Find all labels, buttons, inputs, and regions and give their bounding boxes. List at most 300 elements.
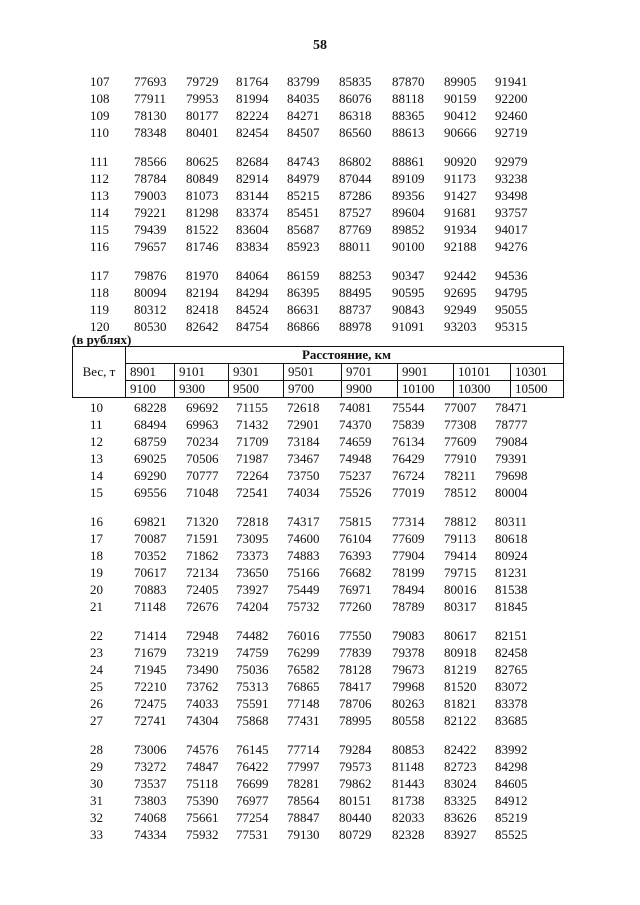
price-cell: 81148	[392, 759, 425, 774]
price-cell: 79083	[392, 628, 425, 643]
price-cell: 83927	[444, 827, 477, 842]
price-cell: 76582	[287, 662, 320, 677]
price-cell: 77997	[287, 759, 320, 774]
price-cell: 82723	[444, 759, 477, 774]
price-cell: 84754	[236, 319, 269, 334]
price-cell: 90159	[444, 91, 477, 106]
range-to-cell: 9900	[342, 381, 398, 398]
weight-cell: 33	[90, 827, 103, 842]
price-cell: 74482	[236, 628, 269, 643]
price-cell: 78566	[134, 154, 167, 169]
price-cell: 71679	[134, 645, 167, 660]
price-cell: 81821	[444, 696, 477, 711]
price-cell: 80177	[186, 108, 219, 123]
price-cell: 71591	[186, 531, 219, 546]
price-cell: 80263	[392, 696, 425, 711]
price-cell: 74847	[186, 759, 219, 774]
price-cell: 88978	[339, 319, 372, 334]
table-row	[80, 451, 550, 468]
price-cell: 68228	[134, 400, 167, 415]
price-cell: 73373	[236, 548, 269, 563]
price-cell: 73537	[134, 776, 167, 791]
price-cell: 72901	[287, 417, 320, 432]
price-cell: 75118	[186, 776, 219, 791]
price-cell: 86631	[287, 302, 320, 317]
price-cell: 87870	[392, 74, 425, 89]
price-cell: 74204	[236, 599, 269, 614]
weight-cell: 14	[90, 468, 103, 483]
price-cell: 79715	[444, 565, 477, 580]
price-cell: 89604	[392, 205, 425, 220]
price-cell: 82765	[495, 662, 528, 677]
price-cell: 77910	[444, 451, 477, 466]
price-cell: 79573	[339, 759, 372, 774]
price-cell: 80016	[444, 582, 477, 597]
price-cell: 80924	[495, 548, 528, 563]
price-cell: 80918	[444, 645, 477, 660]
price-cell: 92949	[444, 302, 477, 317]
price-cell: 91427	[444, 188, 477, 203]
weight-cell: 15	[90, 485, 103, 500]
price-cell: 76299	[287, 645, 320, 660]
price-cell: 74659	[339, 434, 372, 449]
price-cell: 85215	[287, 188, 320, 203]
weight-cell: 120	[90, 319, 110, 334]
price-cell: 92695	[444, 285, 477, 300]
price-cell: 85219	[495, 810, 528, 825]
table-row	[80, 417, 550, 434]
price-cell: 93238	[495, 171, 528, 186]
price-cell: 93757	[495, 205, 528, 220]
price-cell: 70777	[186, 468, 219, 483]
price-cell: 81520	[444, 679, 477, 694]
price-cell: 71862	[186, 548, 219, 563]
range-from-cell: 9701	[342, 364, 398, 381]
price-cell: 78281	[287, 776, 320, 791]
price-cell: 88118	[392, 91, 425, 106]
price-cell: 81845	[495, 599, 528, 614]
table-row	[80, 400, 550, 417]
price-cell: 69821	[134, 514, 167, 529]
price-cell: 82642	[186, 319, 219, 334]
price-cell: 90666	[444, 125, 477, 140]
price-cell: 83834	[236, 239, 269, 254]
price-cell: 79698	[495, 468, 528, 483]
price-cell: 71987	[236, 451, 269, 466]
price-cell: 86866	[287, 319, 320, 334]
price-cell: 74033	[186, 696, 219, 711]
weight-cell: 110	[90, 125, 110, 140]
weight-cell: 32	[90, 810, 103, 825]
price-cell: 82194	[186, 285, 219, 300]
price-cell: 79221	[134, 205, 167, 220]
price-cell: 91941	[495, 74, 528, 89]
price-cell: 73095	[236, 531, 269, 546]
price-cell: 70352	[134, 548, 167, 563]
weight-cell: 109	[90, 108, 110, 123]
price-cell: 73650	[236, 565, 269, 580]
price-cell: 78471	[495, 400, 528, 415]
table-row	[80, 108, 550, 125]
table-row	[80, 759, 550, 776]
price-cell: 76016	[287, 628, 320, 643]
price-cell: 81746	[186, 239, 219, 254]
price-cell: 77148	[287, 696, 320, 711]
price-cell: 81764	[236, 74, 269, 89]
table-row	[80, 74, 550, 91]
weight-cell: 29	[90, 759, 103, 774]
table-row	[80, 171, 550, 188]
price-cell: 80440	[339, 810, 372, 825]
weight-cell: 22	[90, 628, 103, 643]
price-cell: 74304	[186, 713, 219, 728]
price-cell: 82914	[236, 171, 269, 186]
price-cell: 89356	[392, 188, 425, 203]
price-cell: 80094	[134, 285, 167, 300]
price-cell: 77550	[339, 628, 372, 643]
weight-cell: 107	[90, 74, 110, 89]
price-cell: 72210	[134, 679, 167, 694]
price-cell: 72405	[186, 582, 219, 597]
table-row	[80, 154, 550, 171]
price-cell: 77609	[444, 434, 477, 449]
price-cell: 92200	[495, 91, 528, 106]
weight-cell: 10	[90, 400, 103, 415]
price-cell: 88011	[339, 239, 372, 254]
price-cell: 78130	[134, 108, 167, 123]
price-cell: 90595	[392, 285, 425, 300]
price-cell: 79657	[134, 239, 167, 254]
range-from-cell: 9101	[175, 364, 229, 381]
price-cell: 71148	[134, 599, 167, 614]
price-cell: 72676	[186, 599, 219, 614]
price-cell: 71432	[236, 417, 269, 432]
price-cell: 74068	[134, 810, 167, 825]
range-to-cell: 9700	[284, 381, 342, 398]
price-cell: 70087	[134, 531, 167, 546]
price-cell: 93498	[495, 188, 528, 203]
price-cell: 71945	[134, 662, 167, 677]
price-cell: 76422	[236, 759, 269, 774]
price-cell: 82454	[236, 125, 269, 140]
price-cell: 76865	[287, 679, 320, 694]
price-cell: 95055	[495, 302, 528, 317]
price-cell: 88495	[339, 285, 372, 300]
price-cell: 87527	[339, 205, 372, 220]
price-cell: 83604	[236, 222, 269, 237]
price-cell: 75313	[236, 679, 269, 694]
price-cell: 81994	[236, 91, 269, 106]
weight-cell: 18	[90, 548, 103, 563]
price-cell: 82151	[495, 628, 528, 643]
price-cell: 80625	[186, 154, 219, 169]
price-cell: 82418	[186, 302, 219, 317]
price-cell: 75390	[186, 793, 219, 808]
price-cell: 73219	[186, 645, 219, 660]
price-cell: 79378	[392, 645, 425, 660]
price-cell: 77019	[392, 485, 425, 500]
price-cell: 79284	[339, 742, 372, 757]
price-cell: 88861	[392, 154, 425, 169]
price-cell: 69025	[134, 451, 167, 466]
price-cell: 88737	[339, 302, 372, 317]
price-cell: 76145	[236, 742, 269, 757]
table-row	[80, 514, 550, 531]
table-row	[80, 91, 550, 108]
price-cell: 83325	[444, 793, 477, 808]
price-cell: 79003	[134, 188, 167, 203]
price-cell: 73803	[134, 793, 167, 808]
price-cell: 84271	[287, 108, 320, 123]
price-cell: 89852	[392, 222, 425, 237]
price-cell: 75544	[392, 400, 425, 415]
price-cell: 71709	[236, 434, 269, 449]
price-cell: 82422	[444, 742, 477, 757]
price-cell: 77839	[339, 645, 372, 660]
price-cell: 84298	[495, 759, 528, 774]
price-cell: 69556	[134, 485, 167, 500]
price-cell: 83024	[444, 776, 477, 791]
price-cell: 80617	[444, 628, 477, 643]
price-cell: 86802	[339, 154, 372, 169]
price-cell: 72818	[236, 514, 269, 529]
price-cell: 75661	[186, 810, 219, 825]
price-cell: 81443	[392, 776, 425, 791]
price-cell: 84912	[495, 793, 528, 808]
price-cell: 78847	[287, 810, 320, 825]
price-cell: 81522	[186, 222, 219, 237]
price-cell: 83992	[495, 742, 528, 757]
price-cell: 75868	[236, 713, 269, 728]
price-cell: 68494	[134, 417, 167, 432]
price-cell: 87044	[339, 171, 372, 186]
price-cell: 73490	[186, 662, 219, 677]
price-cell: 73927	[236, 582, 269, 597]
price-cell: 83378	[495, 696, 528, 711]
price-cell: 74334	[134, 827, 167, 842]
price-cell: 88365	[392, 108, 425, 123]
price-cell: 80151	[339, 793, 372, 808]
weight-cell: 27	[90, 713, 103, 728]
table-row	[80, 434, 550, 451]
weight-cell: 19	[90, 565, 103, 580]
range-to-cell: 9500	[229, 381, 284, 398]
price-cell: 87769	[339, 222, 372, 237]
table-row	[80, 125, 550, 142]
table-row	[80, 582, 550, 599]
price-cell: 92460	[495, 108, 528, 123]
price-cell: 77904	[392, 548, 425, 563]
price-cell: 77714	[287, 742, 320, 757]
price-cell: 81219	[444, 662, 477, 677]
price-cell: 80849	[186, 171, 219, 186]
price-cell: 74883	[287, 548, 320, 563]
price-cell: 78211	[444, 468, 477, 483]
price-cell: 78494	[392, 582, 425, 597]
price-cell: 72541	[236, 485, 269, 500]
price-cell: 78417	[339, 679, 372, 694]
weight-cell: 114	[90, 205, 110, 220]
price-cell: 78512	[444, 485, 477, 500]
price-cell: 79439	[134, 222, 167, 237]
price-cell: 73750	[287, 468, 320, 483]
price-cell: 81970	[186, 268, 219, 283]
price-cell: 85835	[339, 74, 372, 89]
table-row	[80, 222, 550, 239]
weight-cell: 17	[90, 531, 103, 546]
price-cell: 78784	[134, 171, 167, 186]
price-cell: 93203	[444, 319, 477, 334]
weight-cell: 116	[90, 239, 110, 254]
price-cell: 79130	[287, 827, 320, 842]
price-cell: 77431	[287, 713, 320, 728]
price-cell: 78199	[392, 565, 425, 580]
weight-cell: 16	[90, 514, 103, 529]
price-cell: 76682	[339, 565, 372, 580]
page-number: 58	[313, 38, 327, 53]
range-from-cell: 10101	[454, 364, 511, 381]
range-from-cell: 8901	[126, 364, 175, 381]
price-cell: 74081	[339, 400, 372, 415]
weight-cell: 26	[90, 696, 103, 711]
price-cell: 78128	[339, 662, 372, 677]
weight-cell: 118	[90, 285, 110, 300]
table-row	[80, 548, 550, 565]
price-cell: 73272	[134, 759, 167, 774]
range-to-cell: 10500	[511, 381, 564, 398]
price-cell: 84979	[287, 171, 320, 186]
table-row	[80, 776, 550, 793]
price-cell: 77911	[134, 91, 167, 106]
price-cell: 82684	[236, 154, 269, 169]
price-cell: 72264	[236, 468, 269, 483]
price-cell: 90843	[392, 302, 425, 317]
table-row	[80, 645, 550, 662]
weight-cell: 13	[90, 451, 103, 466]
weight-cell: 113	[90, 188, 110, 203]
price-cell: 80401	[186, 125, 219, 140]
price-cell: 79084	[495, 434, 528, 449]
price-cell: 81298	[186, 205, 219, 220]
price-cell: 84524	[236, 302, 269, 317]
price-cell: 84035	[287, 91, 320, 106]
range-from-cell: 9501	[284, 364, 342, 381]
price-cell: 74576	[186, 742, 219, 757]
price-cell: 90100	[392, 239, 425, 254]
price-cell: 77254	[236, 810, 269, 825]
price-cell: 71048	[186, 485, 219, 500]
price-cell: 76971	[339, 582, 372, 597]
price-cell: 94017	[495, 222, 528, 237]
table-row	[80, 239, 550, 256]
price-cell: 75732	[287, 599, 320, 614]
price-cell: 69290	[134, 468, 167, 483]
price-cell: 72475	[134, 696, 167, 711]
price-cell: 78706	[339, 696, 372, 711]
weight-cell: 24	[90, 662, 103, 677]
price-cell: 76104	[339, 531, 372, 546]
distance-header: Расстояние, км	[126, 347, 564, 364]
price-cell: 73006	[134, 742, 167, 757]
price-cell: 83374	[236, 205, 269, 220]
price-cell: 88253	[339, 268, 372, 283]
price-cell: 83626	[444, 810, 477, 825]
price-cell: 75166	[287, 565, 320, 580]
price-cell: 80530	[134, 319, 167, 334]
price-cell: 72948	[186, 628, 219, 643]
range-to-cell: 10300	[454, 381, 511, 398]
price-cell: 82224	[236, 108, 269, 123]
price-cell: 76699	[236, 776, 269, 791]
weight-cell: 119	[90, 302, 110, 317]
weight-cell: 111	[90, 154, 109, 169]
price-cell: 75526	[339, 485, 372, 500]
range-from-cell: 10301	[511, 364, 564, 381]
price-cell: 74370	[339, 417, 372, 432]
table-row	[80, 827, 550, 844]
price-cell: 88613	[392, 125, 425, 140]
price-cell: 90412	[444, 108, 477, 123]
price-cell: 92719	[495, 125, 528, 140]
table-row	[80, 285, 550, 302]
price-cell: 81231	[495, 565, 528, 580]
table-row	[80, 468, 550, 485]
price-cell: 82328	[392, 827, 425, 842]
price-cell: 70617	[134, 565, 167, 580]
price-cell: 85451	[287, 205, 320, 220]
price-cell: 72134	[186, 565, 219, 580]
price-cell: 89905	[444, 74, 477, 89]
price-cell: 91934	[444, 222, 477, 237]
price-cell: 84507	[287, 125, 320, 140]
table-row	[80, 662, 550, 679]
table-row	[80, 628, 550, 645]
weight-cell: 108	[90, 91, 110, 106]
price-cell: 79729	[186, 74, 219, 89]
price-cell: 87286	[339, 188, 372, 203]
price-cell: 79673	[392, 662, 425, 677]
price-cell: 90347	[392, 268, 425, 283]
price-cell: 77609	[392, 531, 425, 546]
price-cell: 79113	[444, 531, 477, 546]
price-cell: 71155	[236, 400, 269, 415]
price-cell: 86560	[339, 125, 372, 140]
price-cell: 77693	[134, 74, 167, 89]
price-cell: 82458	[495, 645, 528, 660]
price-cell: 70234	[186, 434, 219, 449]
table-row	[80, 810, 550, 827]
price-cell: 85525	[495, 827, 528, 842]
price-cell: 91091	[392, 319, 425, 334]
price-cell: 70883	[134, 582, 167, 597]
price-cell: 75815	[339, 514, 372, 529]
price-cell: 84605	[495, 776, 528, 791]
weight-cell: 28	[90, 742, 103, 757]
price-cell: 84294	[236, 285, 269, 300]
price-cell: 85687	[287, 222, 320, 237]
table-row	[80, 268, 550, 285]
price-cell: 91173	[444, 171, 477, 186]
price-cell: 80317	[444, 599, 477, 614]
range-to-cell: 9300	[175, 381, 229, 398]
price-cell: 80004	[495, 485, 528, 500]
price-cell: 80312	[134, 302, 167, 317]
price-cell: 81538	[495, 582, 528, 597]
price-cell: 86076	[339, 91, 372, 106]
weight-cell: 20	[90, 582, 103, 597]
price-cell: 80853	[392, 742, 425, 757]
price-cell: 84743	[287, 154, 320, 169]
